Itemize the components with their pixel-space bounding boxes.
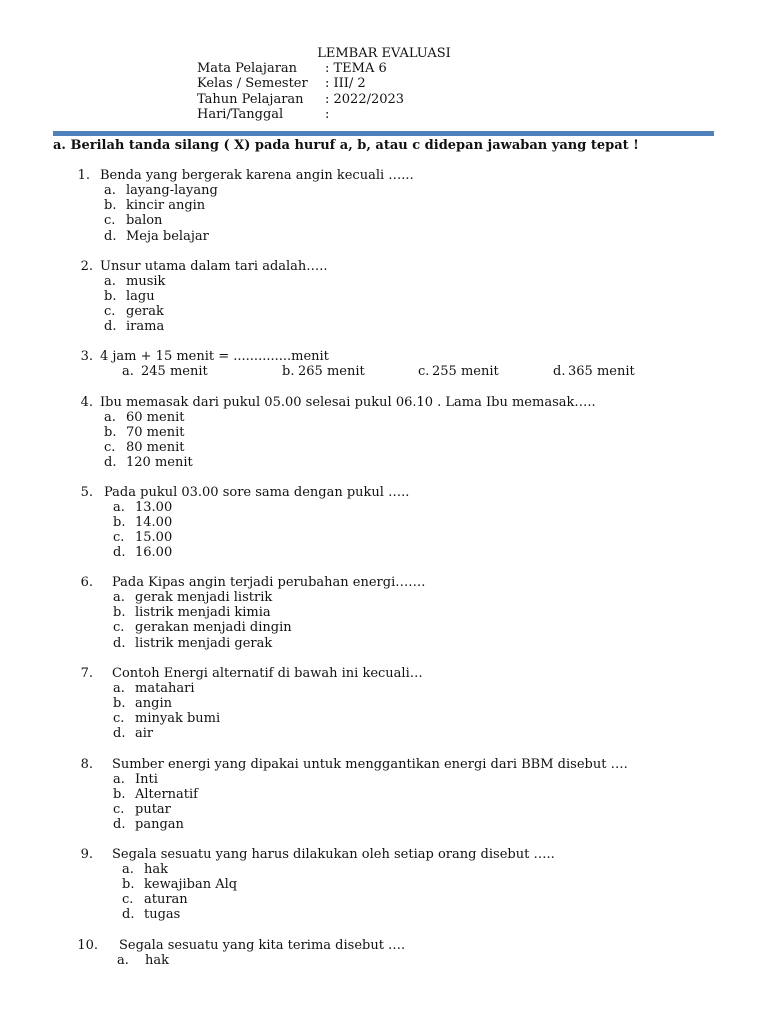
option-text: irama: [126, 319, 165, 334]
option-letter: b.: [113, 605, 126, 620]
option-text: hak: [145, 953, 170, 968]
header-label-subject: Mata Pelajaran: [197, 61, 298, 76]
option-text: pangan: [135, 817, 184, 832]
option-text: listrik menjadi gerak: [135, 636, 273, 651]
option-text: balon: [126, 213, 163, 228]
option-text: angin: [135, 696, 172, 711]
option-text: air: [135, 726, 154, 741]
option-letter: b.: [104, 289, 117, 304]
option-letter: d.: [113, 636, 126, 651]
option-text: 120 menit: [126, 455, 193, 470]
question-text: Segala sesuatu yang kita terima disebut ….: [119, 938, 406, 953]
option-letter: a.: [113, 500, 125, 515]
header-divider: [53, 131, 714, 136]
option-letter: c.: [113, 711, 125, 726]
question-number: 6.: [80, 575, 93, 590]
option-text: layang-layang: [126, 183, 218, 198]
question-text: 4 jam + 15 menit = ..............menit: [100, 349, 329, 364]
option-letter: b.: [104, 198, 117, 213]
option-text: tugas: [144, 907, 181, 922]
option-text: gerak: [126, 304, 164, 319]
question-text: Segala sesuatu yang harus dilakukan oleh setiap orang disebut …..: [112, 847, 555, 862]
header-label-year: Tahun Pelajaran: [197, 92, 304, 107]
option-text: kewajiban Alq: [144, 877, 238, 892]
option-text: musik: [126, 274, 166, 289]
question-text: Contoh Energi alternatif di bawah ini kecuali…: [112, 666, 423, 681]
question-text: Unsur utama dalam tari adalah…..: [100, 259, 328, 274]
option-letter: c.: [104, 440, 116, 455]
option-text: gerakan menjadi dingin: [135, 620, 292, 635]
option-text: 255 menit: [432, 364, 499, 379]
question-number: 4.: [80, 395, 93, 410]
option-letter: d.: [104, 455, 117, 470]
option-text: Inti: [135, 772, 158, 787]
option-letter: d.: [113, 817, 126, 832]
option-letter: d.: [113, 726, 126, 741]
option-text: 245 menit: [141, 364, 208, 379]
question-number: 7.: [80, 666, 93, 681]
question-number: 5.: [80, 485, 93, 500]
option-letter: d.: [104, 319, 117, 334]
option-text: Alternatif: [135, 787, 198, 802]
option-text: 70 menit: [126, 425, 185, 440]
option-letter: d.: [104, 229, 117, 244]
header-value-year: : 2022/2023: [325, 92, 405, 107]
option-letter: d.: [113, 545, 126, 560]
question-text: Pada Kipas angin terjadi perubahan energi…….: [112, 575, 426, 590]
question-number: 10.: [77, 938, 98, 953]
option-text: listrik menjadi kimia: [135, 605, 271, 620]
option-text: kincir angin: [126, 198, 206, 213]
option-letter: c.: [122, 892, 134, 907]
question-text: Pada pukul 03.00 sore sama dengan pukul …..: [104, 485, 410, 500]
option-letter: c.: [113, 620, 125, 635]
header-value-subject: : TEMA 6: [325, 61, 387, 76]
option-text: lagu: [126, 289, 155, 304]
question-text: Sumber energi yang dipakai untuk menggantikan energi dari BBM disebut ….: [112, 757, 628, 772]
header-label-date: Hari/Tanggal: [197, 107, 284, 122]
option-letter: a.: [104, 183, 116, 198]
header-value-date: :: [325, 107, 330, 122]
question-text: Ibu memasak dari pukul 05.00 selesai pukul 06.10 . Lama Ibu memasak…..: [100, 395, 596, 410]
header-value-class: : III/ 2: [325, 76, 366, 91]
option-letter: b.: [113, 515, 126, 530]
option-text: gerak menjadi listrik: [135, 590, 273, 605]
option-letter: a.: [122, 862, 134, 877]
option-letter: c.: [104, 304, 116, 319]
option-text: 16.00: [135, 545, 173, 560]
option-text: 15.00: [135, 530, 173, 545]
option-letter: c.: [113, 530, 125, 545]
option-text: 14.00: [135, 515, 173, 530]
option-letter: a.: [113, 681, 125, 696]
option-text: hak: [144, 862, 169, 877]
option-letter: a.: [104, 410, 116, 425]
question-number: 1.: [77, 168, 90, 183]
option-text: minyak bumi: [135, 711, 221, 726]
option-text: 365 menit: [568, 364, 635, 379]
option-letter: c.: [113, 802, 125, 817]
option-text: 80 menit: [126, 440, 185, 455]
option-text: 60 menit: [126, 410, 185, 425]
option-letter: b.: [122, 877, 135, 892]
option-letter: b.: [104, 425, 117, 440]
option-letter: b.: [113, 696, 126, 711]
option-text: matahari: [135, 681, 195, 696]
instruction-text: a. Berilah tanda silang ( X) pada huruf a, b, atau c didepan jawaban yang tepat !: [53, 138, 639, 153]
question-number: 8.: [80, 757, 93, 772]
page-title: LEMBAR EVALUASI: [317, 46, 451, 61]
option-letter: c.: [418, 364, 430, 379]
option-letter: b.: [282, 364, 295, 379]
option-letter: a.: [104, 274, 116, 289]
question-number: 2.: [80, 259, 93, 274]
option-text: Meja belajar: [126, 229, 209, 244]
question-text: Benda yang bergerak karena angin kecuali …...: [100, 168, 414, 183]
option-letter: a.: [122, 364, 134, 379]
option-letter: c.: [104, 213, 116, 228]
question-number: 3.: [80, 349, 93, 364]
option-text: aturan: [144, 892, 188, 907]
option-letter: b.: [113, 787, 126, 802]
header-label-class: Kelas / Semester: [197, 76, 308, 91]
option-text: 265 menit: [298, 364, 365, 379]
question-number: 9.: [80, 847, 93, 862]
option-letter: a.: [113, 590, 125, 605]
option-letter: a.: [113, 772, 125, 787]
option-text: putar: [135, 802, 171, 817]
option-letter: d.: [553, 364, 566, 379]
option-text: 13.00: [135, 500, 173, 515]
option-letter: a.: [117, 953, 129, 968]
option-letter: d.: [122, 907, 135, 922]
